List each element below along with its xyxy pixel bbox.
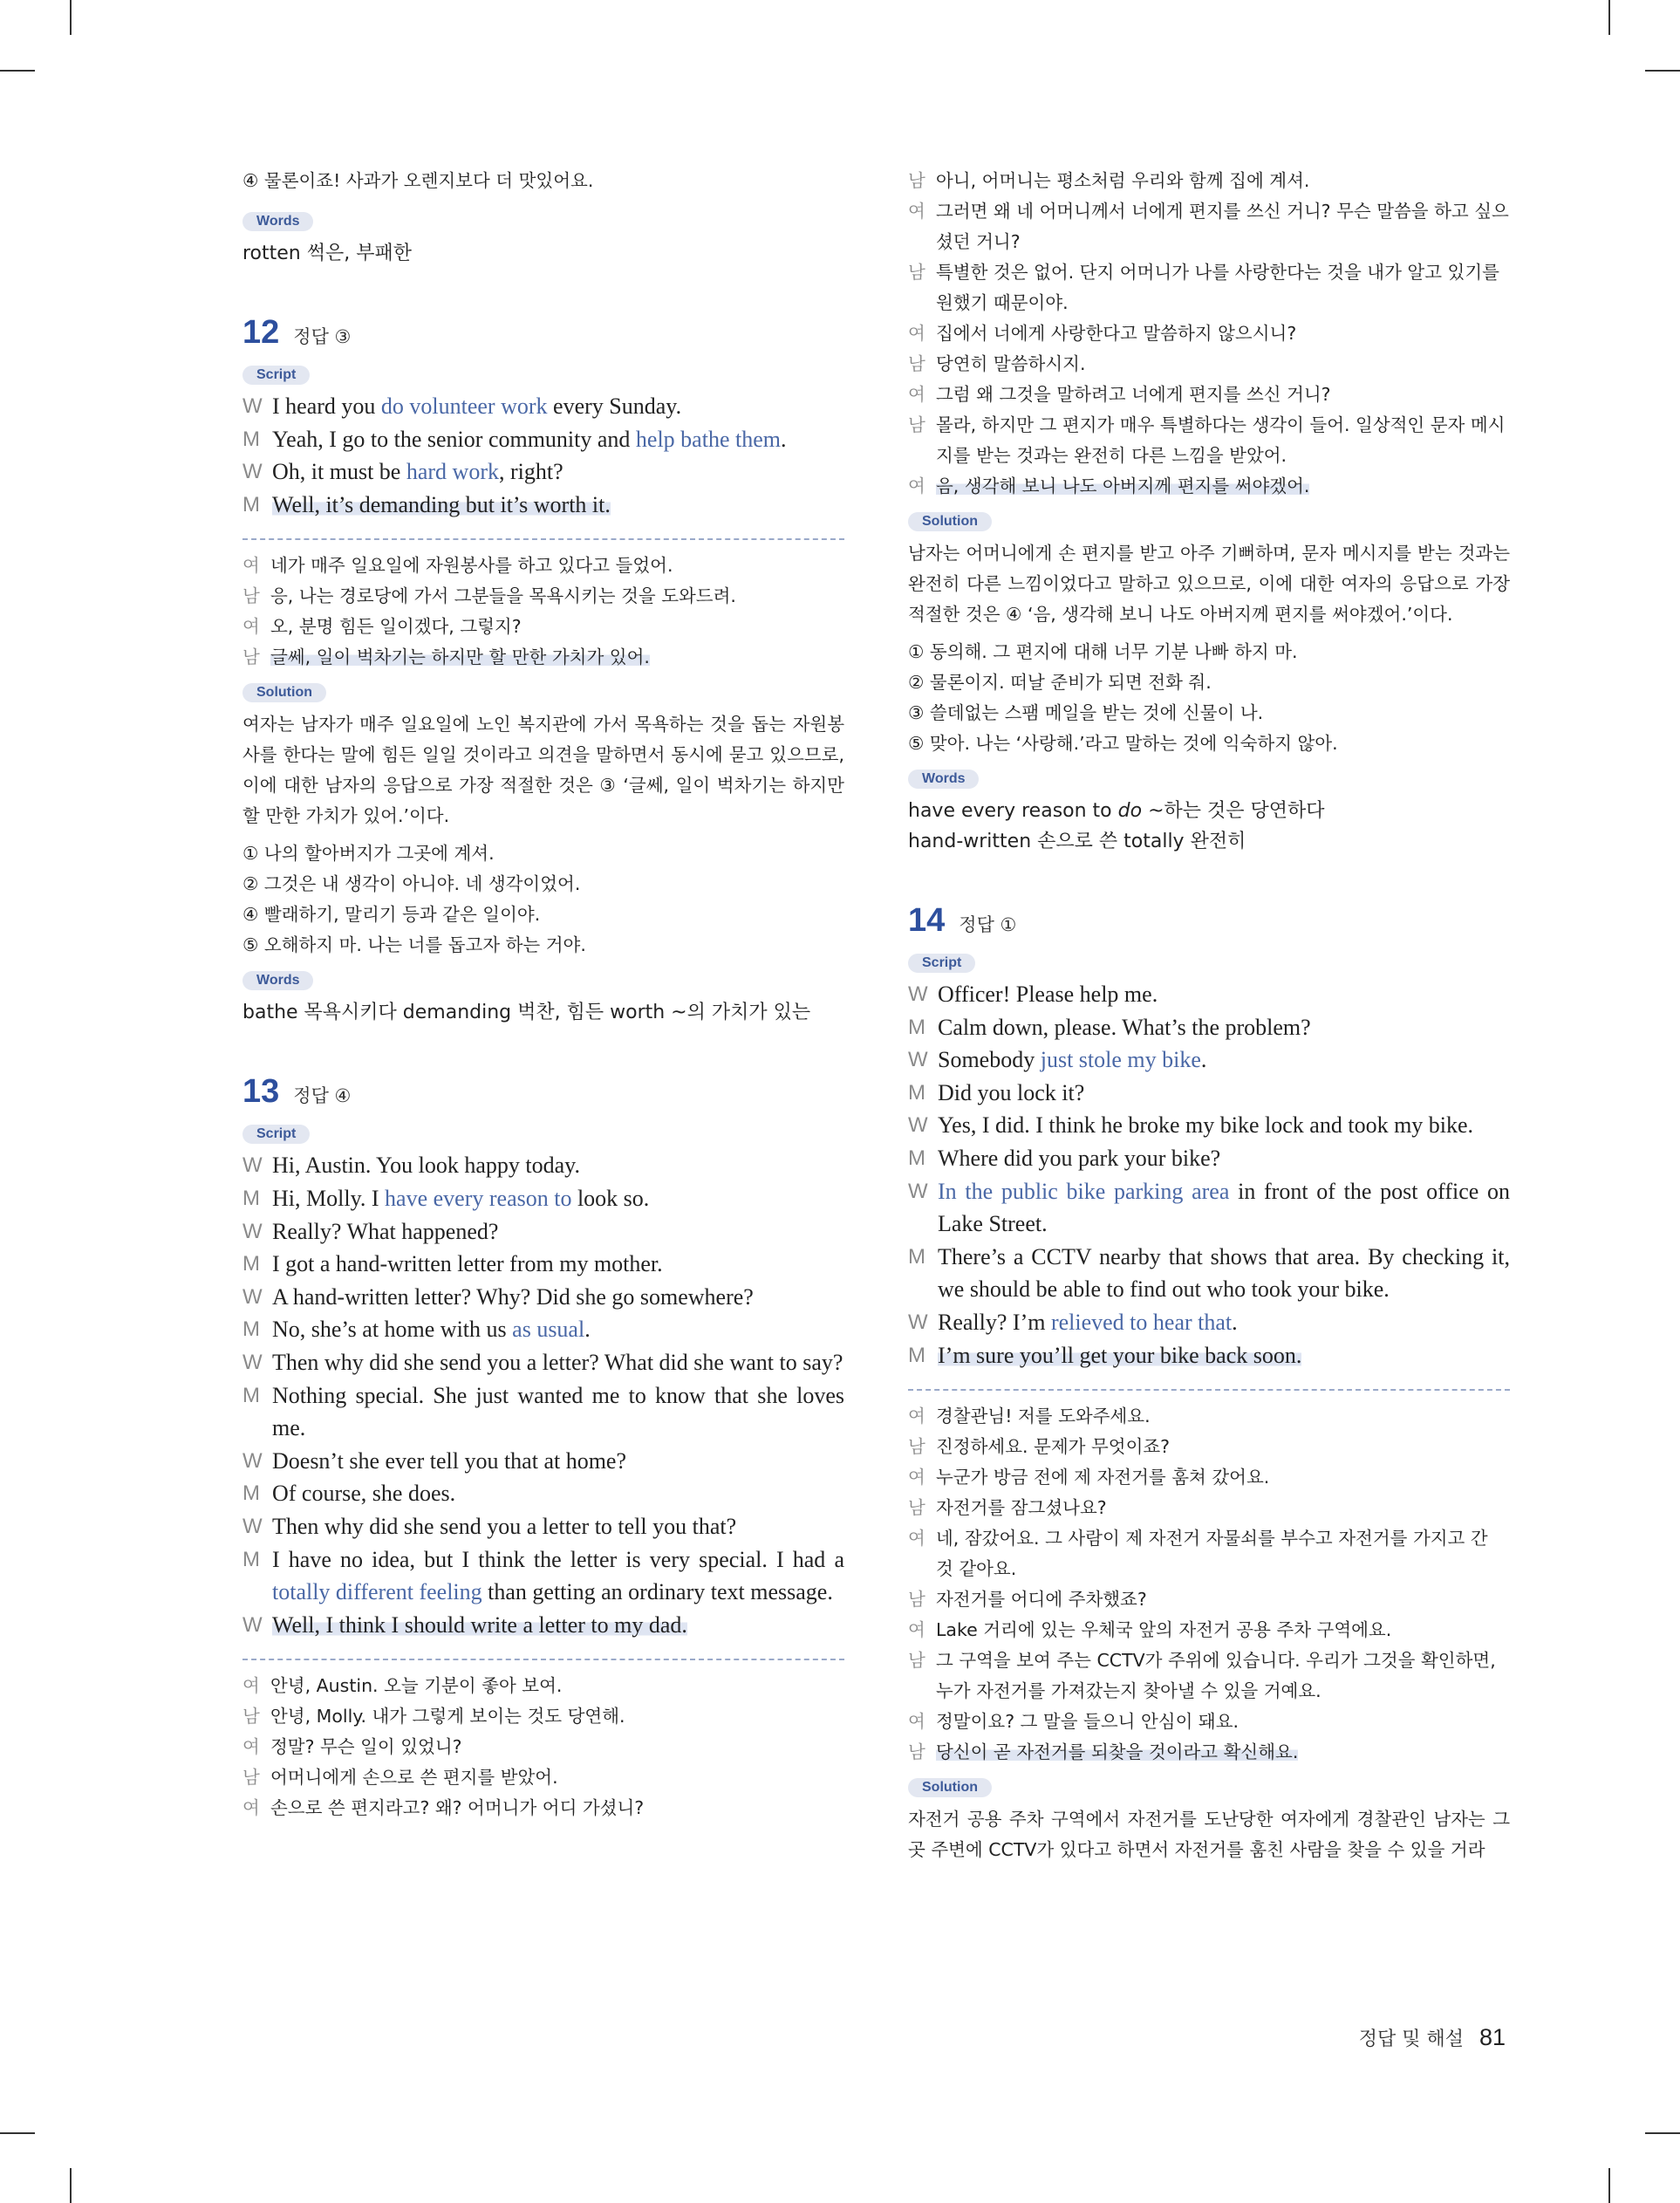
left-column	[242, 166, 844, 1823]
translation-text	[936, 471, 1510, 502]
text-run: Then why did she send you a letter to tell you that?	[272, 1513, 737, 1539]
text-run: Then why did she send you a letter? What did she want to say?	[272, 1349, 843, 1375]
translation-line	[908, 349, 1510, 380]
page-number: 81	[1479, 2024, 1506, 2050]
translation-text: 그 구역을 보여 주는 CCTV가 주위에 있습니다. 우리가 그것을 확인하면, 누가 자전거를 가져갔는지 찾아낼 수 있을 거예요.	[936, 1650, 1496, 1702]
translation-line	[908, 1432, 1510, 1462]
speaker-label: W	[242, 1219, 263, 1243]
script-text	[938, 978, 1510, 1011]
script-line	[908, 1306, 1510, 1339]
highlighted-text: 당신이 곧 자전거를 되찾을 것이라고 확신해요.	[936, 1741, 1299, 1763]
divider	[242, 538, 844, 540]
speaker-label: M	[242, 1383, 260, 1407]
script-text	[938, 1241, 1510, 1306]
text-run: in front of the post office on Lake Street.	[938, 1178, 1510, 1237]
text-run: .	[584, 1317, 591, 1343]
text-run: hard work	[406, 459, 499, 485]
script-text	[938, 1109, 1510, 1142]
text-run: Really? What happened?	[272, 1218, 499, 1244]
crop-mark	[0, 70, 35, 72]
option-item: ⑤ 맞아. 나는 ‘사랑해.’라고 말하는 것에 익숙하지 않아.	[908, 733, 1338, 754]
translation-line	[242, 612, 844, 642]
text-run: Hi, Molly. I	[272, 1185, 386, 1211]
question-number: 12	[242, 314, 280, 351]
option-item: ② 물론이지. 떠날 준비가 되면 전화 줘.	[908, 672, 1212, 693]
translation-text: 안녕, Austin. 오늘 기분이 좋아 보여.	[270, 1675, 563, 1697]
translation-line	[242, 642, 844, 673]
text-run: just stole my bike	[1040, 1047, 1201, 1073]
script-line	[242, 390, 844, 423]
divider	[908, 1389, 1510, 1391]
speaker-label: 여	[908, 201, 925, 222]
translation-text: 경찰관님! 저를 도와주세요.	[936, 1406, 1151, 1427]
speaker-label: M	[908, 1080, 925, 1105]
translation-line	[908, 1401, 1510, 1432]
speaker-label: W	[242, 1350, 263, 1374]
translation-text: 자전거를 잠그셨나요?	[936, 1497, 1107, 1519]
translation-line	[242, 1762, 844, 1793]
solution-tag: Solution	[908, 1778, 992, 1797]
script-text	[272, 1182, 844, 1215]
script-text	[272, 1609, 844, 1642]
solution-tag: Solution	[908, 512, 992, 531]
translation-text: 손으로 쓴 편지라고? 왜? 어머니가 어디 가셨니?	[270, 1797, 645, 1819]
text-run: Officer! Please help me.	[938, 982, 1158, 1007]
script-line	[242, 1543, 844, 1609]
words-line	[908, 796, 1510, 826]
script-text	[272, 1543, 844, 1609]
q14-script	[908, 978, 1510, 1372]
q12-header	[242, 314, 844, 352]
translation-line	[242, 551, 844, 581]
translation-text: 응, 나는 경로당에 가서 그분들을 목욕시키는 것을 도와드려.	[270, 585, 736, 607]
script-line	[242, 1510, 844, 1543]
translation-line	[908, 1584, 1510, 1615]
text-run: Really? I’m	[938, 1309, 1051, 1335]
text-run: I have no idea, but I think the letter is very special. I had a	[272, 1546, 844, 1572]
text-run: Calm down, please. What’s the problem?	[938, 1014, 1311, 1040]
question-number: 14	[908, 902, 946, 939]
text-run: do volunteer work	[380, 393, 548, 419]
text-run: Of course, she does.	[272, 1481, 456, 1507]
text-run: as usual	[512, 1317, 585, 1343]
text-run: relieved to hear that	[1050, 1309, 1233, 1335]
script-line	[242, 1477, 844, 1510]
script-text	[272, 1248, 844, 1281]
script-line	[908, 1175, 1510, 1241]
script-text	[272, 1149, 844, 1182]
highlighted-text: 글쎄, 일이 벅차기는 하지만 할 만한 가치가 있어.	[270, 647, 650, 668]
text-run: than getting an ordinary text message.	[481, 1579, 833, 1605]
translation-line	[242, 1793, 844, 1823]
speaker-label: 남	[242, 647, 260, 668]
text-run: , right?	[498, 459, 563, 485]
speaker-label: M	[242, 1317, 260, 1342]
script-line	[908, 1142, 1510, 1175]
script-text	[272, 1445, 844, 1478]
translation-line	[908, 380, 1510, 410]
speaker-label: 남	[242, 1767, 260, 1789]
speaker-label: M	[242, 1547, 260, 1571]
speaker-label: 남	[908, 414, 925, 435]
speaker-label: M	[242, 1481, 260, 1506]
text-run: do	[1117, 800, 1143, 822]
translation-text: 집에서 너에게 사랑한다고 말씀하지 않으시니?	[936, 323, 1297, 344]
q13-options	[908, 637, 1510, 759]
text-run: look so.	[571, 1185, 650, 1211]
words-line	[908, 826, 1510, 857]
speaker-label: W	[242, 394, 263, 418]
q13-translation	[242, 1671, 844, 1823]
translation-text: 자전거를 어디에 주차했죠?	[936, 1589, 1147, 1611]
speaker-label: W	[908, 982, 928, 1006]
q13-script	[242, 1149, 844, 1641]
speaker-label: 여	[242, 555, 260, 577]
speaker-label: 남	[908, 1650, 925, 1672]
text-run: Doesn’t she ever tell you that at home?	[272, 1447, 627, 1474]
translation-text: 아니, 어머니는 평소처럼 우리와 함께 집에 계셔.	[936, 170, 1310, 191]
text-run: .	[780, 426, 787, 452]
text-run: A hand-written letter? Why? Did she go somewhere?	[272, 1283, 754, 1310]
text-run: I heard you	[272, 393, 381, 419]
footer-label: 정답 및 해설	[1358, 2029, 1464, 2050]
script-line	[908, 1077, 1510, 1110]
speaker-label: W	[242, 460, 263, 484]
translation-line	[908, 166, 1510, 196]
translation-text: 네, 잠갔어요. 그 사람이 제 자전거 자물쇠를 부수고 자전거를 가지고 간 것 같아요.	[936, 1528, 1488, 1580]
script-text	[272, 423, 844, 456]
text-run: There’s a CCTV nearby that shows that area. By checking it, we should be able to find out who took your bike.	[938, 1243, 1510, 1303]
translation-text: 특별한 것은 없어. 단지 어머니가 나를 사랑한다는 것을 내가 알고 있기를 원했기 때문이야.	[936, 262, 1499, 313]
translation-line	[908, 1707, 1510, 1737]
script-line	[908, 1109, 1510, 1142]
option-item: ② 그것은 내 생각이 아니야. 네 생각이었어.	[242, 873, 581, 895]
speaker-label: 여	[908, 1528, 925, 1550]
crop-mark	[1645, 2132, 1680, 2134]
solution-tag: Solution	[242, 683, 326, 702]
speaker-label: 여	[242, 1797, 260, 1819]
speaker-label: 여	[908, 1406, 925, 1427]
translation-text: 당연히 말씀하시지.	[936, 353, 1086, 374]
option-item: ① 동의해. 그 편지에 대해 너무 기분 나빠 하지 마.	[908, 641, 1298, 662]
script-text	[272, 1477, 844, 1510]
speaker-label: 남	[908, 1741, 925, 1763]
script-text	[272, 455, 844, 489]
translation-text: Lake 거리에 있는 우체국 앞의 자전거 공용 주차 구역에요.	[936, 1619, 1392, 1641]
script-line	[242, 1346, 844, 1379]
crop-mark	[70, 0, 72, 35]
question-number: 13	[242, 1073, 280, 1111]
speaker-label: 남	[908, 262, 925, 283]
speaker-label: W	[908, 1113, 928, 1138]
option-item: ④ 빨래하기, 말리기 등과 같은 일이야.	[242, 904, 541, 926]
text-run: .	[1232, 1309, 1238, 1335]
speaker-label: 여	[908, 1619, 925, 1641]
text-run: have every reason to	[385, 1185, 572, 1211]
translation-text	[270, 642, 844, 673]
speaker-label: W	[242, 1448, 263, 1473]
script-text	[272, 1510, 844, 1543]
text-run: Yes, I did. I think he broke my bike lock and took my bike.	[938, 1112, 1474, 1139]
script-text	[938, 1175, 1510, 1241]
speaker-label: 남	[908, 1589, 925, 1611]
translation-line	[242, 581, 844, 612]
answer-label: 정답 ④	[293, 1085, 352, 1107]
translation-line	[908, 1645, 1510, 1707]
crop-mark	[1645, 70, 1680, 72]
translation-line	[242, 1671, 844, 1701]
script-text	[272, 1346, 844, 1379]
q12-solution: 여자는 남자가 매주 일요일에 노인 복지관에 가서 목욕하는 것을 돕는 자원봉사를 한다는 말에 힘든 일일 것이라고 의견을 말하면서 동시에 묻고 있으므로, 이에 대한 남자의 응답으로 가장 적절한 것은 ③ ‘글쎄, 일이 벅차기는 하지만 할 만한 가치가 있어.’이다.	[242, 714, 844, 827]
speaker-label: M	[908, 1244, 925, 1269]
text-run: hand-written 손으로 쓴 totally 완전히	[908, 831, 1246, 852]
answer-label: 정답 ①	[959, 914, 1017, 935]
script-line	[908, 1241, 1510, 1306]
speaker-label: 남	[908, 170, 925, 191]
text-run: help bathe them	[635, 426, 781, 452]
crop-mark	[1608, 0, 1610, 35]
script-text	[938, 1077, 1510, 1110]
words-tag: Words	[908, 770, 979, 789]
speaker-label: 여	[242, 1675, 260, 1697]
text-run: have every reason to	[908, 800, 1118, 822]
q12-words: bathe 목욕시키다 demanding 벅찬, 힘든 worth ~의 가치가 있는	[242, 1002, 811, 1024]
translation-line	[908, 1462, 1510, 1493]
text-run: Well, it’s demanding but it’s worth it.	[272, 491, 611, 517]
script-line	[242, 1313, 844, 1346]
text-run: Somebody	[938, 1047, 1041, 1073]
speaker-label: M	[242, 427, 260, 451]
speaker-label: M	[242, 1186, 260, 1210]
translation-text: 누군가 방금 전에 제 자전거를 훔쳐 갔어요.	[936, 1467, 1270, 1488]
translation-line	[242, 1732, 844, 1762]
text-run: Did you lock it?	[938, 1079, 1085, 1105]
text-run: totally different feeling	[272, 1579, 482, 1605]
speaker-label: 여	[908, 1467, 925, 1488]
text-run: every Sunday.	[547, 393, 682, 419]
option-item: ③ 쓸데없는 스팸 메일을 받는 것에 신물이 나.	[908, 702, 1264, 723]
translation-text: 그러면 왜 네 어머니께서 너에게 편지를 쓰신 거니? 무슨 말씀을 하고 싶으셨던 거니?	[936, 201, 1509, 252]
speaker-label: W	[908, 1179, 928, 1203]
script-text	[272, 1215, 844, 1249]
translation-line	[908, 410, 1510, 471]
script-tag: Script	[242, 1125, 310, 1144]
q11-words: rotten 썩은, 부패한	[242, 243, 412, 264]
script-line	[242, 1149, 844, 1182]
text-run: I’m sure you’ll get your bike back soon.	[938, 1342, 1302, 1368]
text-run: No, she’s at home with us	[272, 1317, 513, 1343]
q12-script	[242, 390, 844, 521]
translation-text: 정말이요? 그 말을 들으니 안심이 돼요.	[936, 1711, 1240, 1733]
script-text	[938, 1306, 1510, 1339]
script-line	[242, 1445, 844, 1478]
divider	[242, 1659, 844, 1660]
speaker-label: M	[908, 1015, 925, 1039]
script-text	[938, 1011, 1510, 1044]
speaker-label: W	[242, 1514, 263, 1538]
translation-line	[908, 471, 1510, 502]
q13-words	[908, 796, 1510, 857]
speaker-label: 여	[242, 1736, 260, 1758]
speaker-label: M	[242, 492, 260, 517]
speaker-label: W	[242, 1153, 263, 1178]
crop-mark	[70, 2168, 72, 2203]
translation-line	[908, 1523, 1510, 1584]
script-text	[272, 1281, 844, 1314]
script-line	[242, 1281, 844, 1314]
speaker-label: 남	[242, 585, 260, 607]
script-line	[242, 1182, 844, 1215]
translation-text: 정말? 무슨 일이 있었니?	[270, 1736, 462, 1758]
speaker-label: 여	[908, 384, 925, 405]
translation-text: 진정하세요. 문제가 무엇이죠?	[936, 1436, 1171, 1458]
text-run: I got a hand-written letter from my mother.	[272, 1251, 663, 1277]
translation-text: 오, 분명 힘든 일이겠다, 그렇지?	[270, 616, 522, 638]
crop-mark	[1608, 2168, 1610, 2203]
translation-text: 어머니에게 손으로 쓴 편지를 받았어.	[270, 1767, 558, 1789]
speaker-label: M	[908, 1146, 925, 1170]
speaker-label: 남	[908, 1497, 925, 1519]
speaker-label: 남	[242, 1706, 260, 1728]
translation-text: 몰라, 하지만 그 편지가 매우 특별하다는 생각이 들어. 일상적인 문자 메시지를 받는 것과는 완전히 다른 느낌을 받았어.	[936, 414, 1506, 466]
page-footer	[1359, 2024, 1506, 2051]
speaker-label: W	[908, 1310, 928, 1334]
q13-translation-continued	[908, 166, 1510, 502]
right-column	[908, 166, 1510, 1865]
script-line	[242, 1379, 844, 1445]
speaker-label: M	[908, 1343, 925, 1367]
q12-options	[242, 838, 844, 961]
script-text	[938, 1142, 1510, 1175]
script-text	[938, 1043, 1510, 1077]
script-line	[242, 423, 844, 456]
text-run: Hi, Austin. You look happy today.	[272, 1153, 580, 1179]
script-line	[242, 1248, 844, 1281]
crop-mark	[0, 2132, 35, 2134]
script-tag: Script	[908, 954, 975, 973]
speaker-label: W	[242, 1284, 263, 1309]
speaker-label: 여	[908, 475, 925, 496]
translation-line	[242, 1701, 844, 1732]
script-line	[908, 1043, 1510, 1077]
speaker-label: W	[908, 1048, 928, 1072]
speaker-label: 여	[908, 1711, 925, 1733]
translation-text: 안녕, Molly. 내가 그렇게 보이는 것도 당연해.	[270, 1706, 625, 1728]
translation-line	[908, 318, 1510, 349]
script-line	[908, 978, 1510, 1011]
script-line	[908, 1011, 1510, 1044]
words-tag: Words	[242, 212, 313, 231]
script-line	[242, 1609, 844, 1642]
script-line	[242, 1215, 844, 1249]
translation-line	[908, 257, 1510, 318]
text-run: Oh, it must be	[272, 459, 406, 485]
script-text	[272, 489, 844, 522]
text-run: In the public bike parking area	[938, 1178, 1230, 1204]
answer-label: 정답 ③	[293, 326, 352, 347]
translation-line	[908, 1615, 1510, 1645]
speaker-label: W	[242, 1612, 263, 1637]
script-text	[272, 1379, 844, 1445]
translation-line	[908, 1493, 1510, 1523]
script-line	[242, 489, 844, 522]
q13-header	[242, 1073, 844, 1111]
text-run: ~하는 것은 당연하다	[1142, 800, 1325, 822]
script-line	[242, 455, 844, 489]
option-item: ⑤ 오해하지 마. 나는 너를 돕고자 하는 거야.	[242, 934, 586, 956]
text-run: .	[1200, 1047, 1207, 1073]
script-text	[272, 1313, 844, 1346]
speaker-label: 여	[242, 616, 260, 638]
translation-text: 그럼 왜 그것을 말하려고 너에게 편지를 쓰신 거니?	[936, 384, 1331, 405]
option-item: ① 나의 할아버지가 그곳에 계셔.	[242, 843, 495, 865]
script-text	[272, 390, 844, 423]
q13-solution: 남자는 어머니에게 손 편지를 받고 아주 기뻐하며, 문자 메시지를 받는 것과는 완전히 다른 느낌이었다고 말하고 있으므로, 이에 대한 여자의 응답으로 가장 적절한 것은 ④ ‘음, 생각해 보니 나도 아버지께 편지를 써야겠어.’이다.	[908, 543, 1510, 625]
script-text	[938, 1339, 1510, 1372]
q12-translation	[242, 551, 844, 673]
text-run: Yeah, I go to the senior community and	[272, 426, 636, 452]
words-tag: Words	[242, 971, 313, 990]
translation-text	[936, 1737, 1510, 1768]
q11-last-option: ④ 물론이죠! 사과가 오렌지보다 더 맛있어요.	[242, 170, 594, 191]
translation-line	[908, 196, 1510, 257]
translation-text: 네가 매주 일요일에 자원봉사를 하고 있다고 들었어.	[270, 555, 673, 577]
highlighted-text: 음, 생각해 보니 나도 아버지께 편지를 써야겠어.	[936, 475, 1310, 496]
text-run: Well, I think I should write a letter to my dad.	[272, 1611, 687, 1638]
speaker-label: 남	[908, 353, 925, 374]
script-line	[908, 1339, 1510, 1372]
speaker-label: M	[242, 1252, 260, 1276]
translation-line	[908, 1737, 1510, 1768]
q14-translation	[908, 1401, 1510, 1768]
script-tag: Script	[242, 366, 310, 385]
speaker-label: 남	[908, 1436, 925, 1458]
text-run: Where did you park your bike?	[938, 1145, 1221, 1171]
speaker-label: 여	[908, 323, 925, 344]
q14-solution: 자전거 공용 주차 구역에서 자전거를 도난당한 여자에게 경찰관인 남자는 그 곳 주변에 CCTV가 있다고 하면서 자전거를 훔친 사람을 찾을 수 있을 거라	[908, 1809, 1510, 1861]
q14-header	[908, 902, 1510, 940]
text-run: Nothing special. She just wanted me to know that she loves me.	[272, 1382, 844, 1441]
